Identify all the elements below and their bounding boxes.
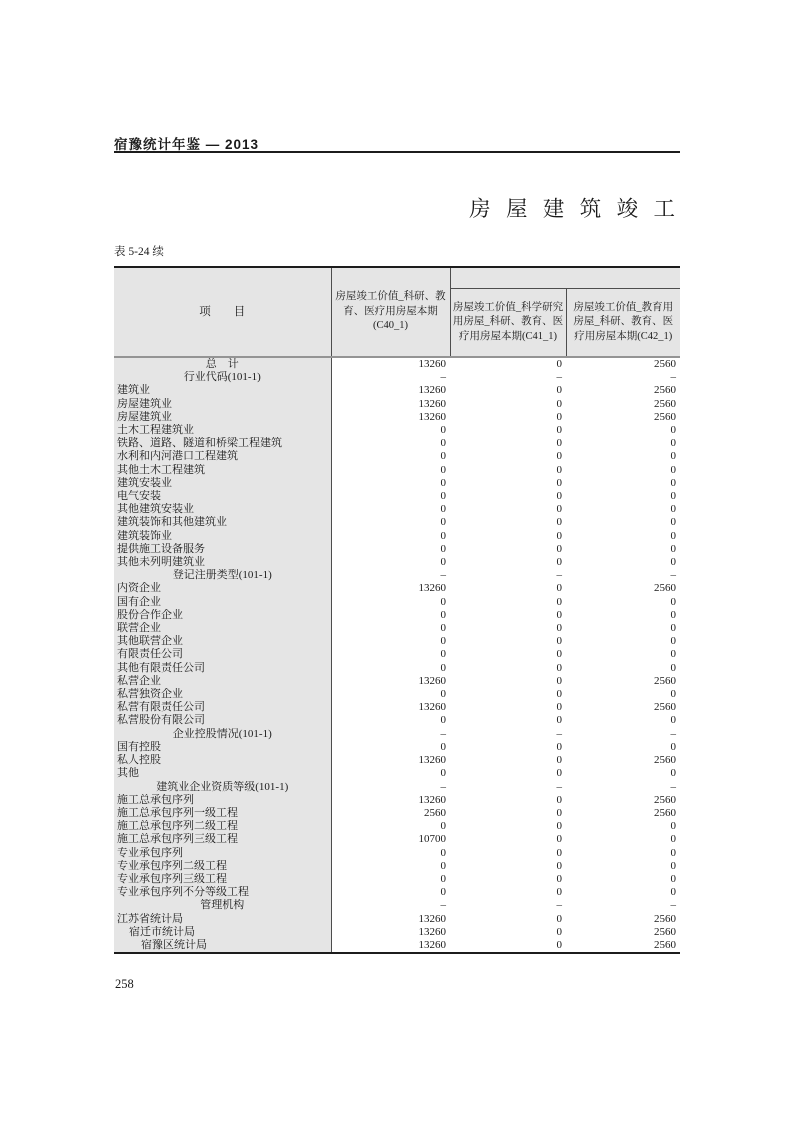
row-value: 0 (450, 609, 566, 622)
page-content (114, 0, 680, 1122)
row-value: 13260 (331, 675, 450, 688)
row-value: 0 (566, 424, 680, 437)
row-value: 13260 (331, 794, 450, 807)
row-value: 0 (566, 596, 680, 609)
row-value: 0 (331, 556, 450, 569)
table-row (114, 926, 680, 939)
row-value: 0 (331, 741, 450, 754)
table-row (114, 490, 680, 503)
column-header-c42: 房屋竣工价值_教育用房屋_科研、教育、医疗用房屋本期(C42_1) (566, 288, 680, 357)
row-value: 0 (450, 688, 566, 701)
row-value: 0 (450, 384, 566, 397)
row-value: 0 (450, 939, 566, 953)
row-value: 0 (331, 886, 450, 899)
table-row (114, 675, 680, 688)
row-value: – (450, 728, 566, 741)
row-value: – (450, 371, 566, 384)
column-header-c40: 房屋竣工价值_科研、教育、医疗用房屋本期(C40_1) (331, 267, 450, 357)
row-value: – (566, 371, 680, 384)
row-value: 13260 (331, 582, 450, 595)
row-value: 0 (566, 820, 680, 833)
table-row (114, 530, 680, 543)
table-row (114, 939, 680, 953)
row-value: 0 (566, 886, 680, 899)
row-value: 0 (450, 450, 566, 463)
row-value: 0 (566, 860, 680, 873)
row-value: 2560 (566, 807, 680, 820)
row-label: 国有控股 (114, 741, 331, 754)
row-value: 13260 (331, 926, 450, 939)
row-value: 0 (450, 741, 566, 754)
row-value: 13260 (331, 384, 450, 397)
row-label: 私营独资企业 (114, 688, 331, 701)
row-value: 0 (331, 503, 450, 516)
row-value: 0 (331, 516, 450, 529)
row-value: 0 (450, 794, 566, 807)
row-value: 0 (331, 464, 450, 477)
row-label: 私营企业 (114, 675, 331, 688)
row-value: 0 (566, 450, 680, 463)
row-label: 内资企业 (114, 582, 331, 595)
row-value: 0 (566, 490, 680, 503)
row-label: 专业承包序列不分等级工程 (114, 886, 331, 899)
table-row (114, 622, 680, 635)
row-value: 2560 (566, 754, 680, 767)
table-row (114, 899, 680, 912)
row-label: 企业控股情况(101-1) (114, 728, 331, 741)
row-value: – (331, 899, 450, 912)
row-value: 0 (331, 820, 450, 833)
row-label: 总 计 (114, 357, 331, 371)
row-label: 施工总承包序列三级工程 (114, 833, 331, 846)
table-row (114, 635, 680, 648)
row-value: 2560 (566, 411, 680, 424)
row-value: 0 (566, 464, 680, 477)
row-value: 0 (331, 490, 450, 503)
row-value: 0 (331, 477, 450, 490)
column-header-item: 项 目 (114, 267, 331, 357)
row-value: 0 (450, 437, 566, 450)
row-label: 其他 (114, 767, 331, 780)
row-label: 登记注册类型(101-1) (114, 569, 331, 582)
row-value: 0 (566, 847, 680, 860)
row-value: 2560 (566, 384, 680, 397)
row-value: 2560 (566, 939, 680, 953)
table-row (114, 807, 680, 820)
table-row (114, 437, 680, 450)
table-caption: 表 5-24 续 (114, 246, 164, 258)
row-value: 0 (450, 807, 566, 820)
page-number: 258 (115, 977, 134, 991)
row-value: 0 (450, 754, 566, 767)
row-label: 联营企业 (114, 622, 331, 635)
table-row (114, 794, 680, 807)
row-value: 0 (331, 437, 450, 450)
row-value: 0 (450, 582, 566, 595)
row-value: 0 (566, 648, 680, 661)
row-label: 其他土木工程建筑 (114, 464, 331, 477)
row-value: 0 (450, 622, 566, 635)
row-value: 2560 (566, 675, 680, 688)
row-value: – (566, 569, 680, 582)
row-value: 0 (450, 820, 566, 833)
row-label: 专业承包序列三级工程 (114, 873, 331, 886)
table-row (114, 767, 680, 780)
row-value: 0 (450, 477, 566, 490)
table-row (114, 728, 680, 741)
table-row (114, 384, 680, 397)
row-value: 0 (566, 635, 680, 648)
table-row (114, 886, 680, 899)
page-title: 房 屋 建 筑 竣 工 (469, 197, 680, 221)
table-row (114, 873, 680, 886)
table-body (114, 357, 680, 953)
row-value: 0 (450, 662, 566, 675)
table-row (114, 662, 680, 675)
table-row (114, 913, 680, 926)
row-value: 0 (450, 701, 566, 714)
row-label: 有限责任公司 (114, 648, 331, 661)
row-label: 房屋建筑业 (114, 411, 331, 424)
row-label: 管理机构 (114, 899, 331, 912)
row-value: 2560 (566, 701, 680, 714)
row-label: 其他未列明建筑业 (114, 556, 331, 569)
row-label: 土木工程建筑业 (114, 424, 331, 437)
row-value: 0 (450, 530, 566, 543)
table-row (114, 754, 680, 767)
row-value: 0 (450, 516, 566, 529)
row-value: 0 (331, 622, 450, 635)
row-value: 0 (450, 714, 566, 727)
row-label: 私营有限责任公司 (114, 701, 331, 714)
yearbook-title: 宿豫统计年鉴 — 2013 (114, 137, 260, 152)
row-value: 0 (450, 833, 566, 846)
table-row (114, 741, 680, 754)
row-value: 0 (566, 477, 680, 490)
row-value: 0 (566, 662, 680, 675)
row-label: 其他有限责任公司 (114, 662, 331, 675)
row-value: 0 (566, 516, 680, 529)
row-value: 0 (566, 530, 680, 543)
row-value: 0 (331, 530, 450, 543)
row-value: 0 (566, 767, 680, 780)
row-value: 0 (566, 503, 680, 516)
row-label: 建筑装饰业 (114, 530, 331, 543)
row-value: 0 (566, 741, 680, 754)
table-row (114, 833, 680, 846)
row-value: – (331, 569, 450, 582)
table-row (114, 411, 680, 424)
row-value: 13260 (331, 411, 450, 424)
row-value: – (450, 781, 566, 794)
row-value: 0 (566, 622, 680, 635)
table-row (114, 516, 680, 529)
table-row (114, 860, 680, 873)
table-row (114, 477, 680, 490)
row-value: 0 (450, 926, 566, 939)
row-value: 0 (331, 648, 450, 661)
row-label: 电气安装 (114, 490, 331, 503)
row-value: 0 (450, 543, 566, 556)
table-row (114, 847, 680, 860)
row-value: 0 (450, 556, 566, 569)
row-value: 0 (566, 556, 680, 569)
table-row (114, 503, 680, 516)
row-label: 江苏省统计局 (114, 913, 331, 926)
row-value: 0 (450, 648, 566, 661)
table-row (114, 464, 680, 477)
header-rule (114, 151, 680, 153)
row-value: 0 (331, 714, 450, 727)
table-row (114, 596, 680, 609)
row-value: – (331, 781, 450, 794)
row-value: 0 (450, 847, 566, 860)
row-value: 0 (331, 688, 450, 701)
row-value: 0 (331, 450, 450, 463)
table-row (114, 424, 680, 437)
table-row (114, 648, 680, 661)
row-value: – (566, 781, 680, 794)
row-value: 2560 (566, 926, 680, 939)
table-row (114, 569, 680, 582)
row-value: 0 (566, 609, 680, 622)
row-value: 2560 (566, 794, 680, 807)
row-value: 13260 (331, 939, 450, 953)
table-row (114, 543, 680, 556)
row-value: 13260 (331, 357, 450, 371)
table-row (114, 701, 680, 714)
row-value: – (331, 371, 450, 384)
row-label: 建筑安装业 (114, 477, 331, 490)
row-label: 宿迁市统计局 (114, 926, 331, 939)
row-value: 0 (450, 411, 566, 424)
row-value: 0 (566, 873, 680, 886)
table-header-row-1 (114, 267, 680, 288)
row-value: 0 (331, 767, 450, 780)
table-row (114, 609, 680, 622)
row-value: 0 (450, 913, 566, 926)
row-value: 0 (331, 860, 450, 873)
row-label: 水利和内河港口工程建筑 (114, 450, 331, 463)
row-value: 13260 (331, 754, 450, 767)
row-value: 10700 (331, 833, 450, 846)
row-label: 专业承包序列 (114, 847, 331, 860)
row-value: 2560 (566, 398, 680, 411)
row-label: 其他联营企业 (114, 635, 331, 648)
table-row (114, 357, 680, 371)
row-value: – (331, 728, 450, 741)
row-value: 0 (566, 543, 680, 556)
row-label: 行业代码(101-1) (114, 371, 331, 384)
table-row (114, 714, 680, 727)
row-value: 0 (331, 635, 450, 648)
row-value: – (566, 899, 680, 912)
table-row (114, 820, 680, 833)
row-label: 宿豫区统计局 (114, 939, 331, 953)
row-value: 0 (450, 767, 566, 780)
row-label: 施工总承包序列一级工程 (114, 807, 331, 820)
row-value: 13260 (331, 398, 450, 411)
row-value: 0 (566, 688, 680, 701)
row-label: 建筑业 (114, 384, 331, 397)
row-value: 0 (566, 714, 680, 727)
table-row (114, 781, 680, 794)
column-header-spacer (450, 267, 680, 288)
row-value: 0 (450, 596, 566, 609)
row-value: 0 (450, 635, 566, 648)
statistics-table (114, 266, 680, 954)
row-value: 2560 (566, 357, 680, 371)
row-label: 铁路、道路、隧道和桥梁工程建筑 (114, 437, 331, 450)
row-label: 私人控股 (114, 754, 331, 767)
row-label: 专业承包序列二级工程 (114, 860, 331, 873)
row-label: 施工总承包序列二级工程 (114, 820, 331, 833)
row-label: 国有企业 (114, 596, 331, 609)
row-value: 0 (450, 398, 566, 411)
row-value: – (566, 728, 680, 741)
row-value: 0 (450, 503, 566, 516)
row-value: 0 (331, 873, 450, 886)
table-row (114, 398, 680, 411)
row-value: 0 (450, 357, 566, 371)
table-row (114, 582, 680, 595)
row-value: 13260 (331, 913, 450, 926)
row-value: 2560 (331, 807, 450, 820)
row-value: 0 (450, 424, 566, 437)
row-label: 建筑业企业资质等级(101-1) (114, 781, 331, 794)
row-value: 0 (450, 490, 566, 503)
row-label: 提供施工设备服务 (114, 543, 331, 556)
table-row (114, 450, 680, 463)
row-value: 13260 (331, 701, 450, 714)
table-row (114, 556, 680, 569)
row-value: 0 (450, 464, 566, 477)
row-value: 0 (450, 860, 566, 873)
table-row (114, 688, 680, 701)
row-value: 2560 (566, 582, 680, 595)
row-label: 私营股份有限公司 (114, 714, 331, 727)
column-header-c41: 房屋竣工价值_科学研究用房屋_科研、教育、医疗用房屋本期(C41_1) (450, 288, 566, 357)
row-value: 0 (566, 833, 680, 846)
row-value: 0 (331, 596, 450, 609)
row-label: 建筑装饰和其他建筑业 (114, 516, 331, 529)
row-label: 股份合作企业 (114, 609, 331, 622)
row-value: 0 (331, 424, 450, 437)
row-label: 其他建筑安装业 (114, 503, 331, 516)
row-label: 房屋建筑业 (114, 398, 331, 411)
row-value: 0 (331, 609, 450, 622)
row-value: 0 (566, 437, 680, 450)
row-value: 0 (450, 873, 566, 886)
row-value: 2560 (566, 913, 680, 926)
row-value: 0 (450, 886, 566, 899)
table-row (114, 371, 680, 384)
row-label: 施工总承包序列 (114, 794, 331, 807)
row-value: 0 (331, 543, 450, 556)
row-value: 0 (450, 675, 566, 688)
row-value: – (450, 899, 566, 912)
table-header (114, 267, 680, 357)
row-value: 0 (331, 662, 450, 675)
row-value: – (450, 569, 566, 582)
row-value: 0 (331, 847, 450, 860)
